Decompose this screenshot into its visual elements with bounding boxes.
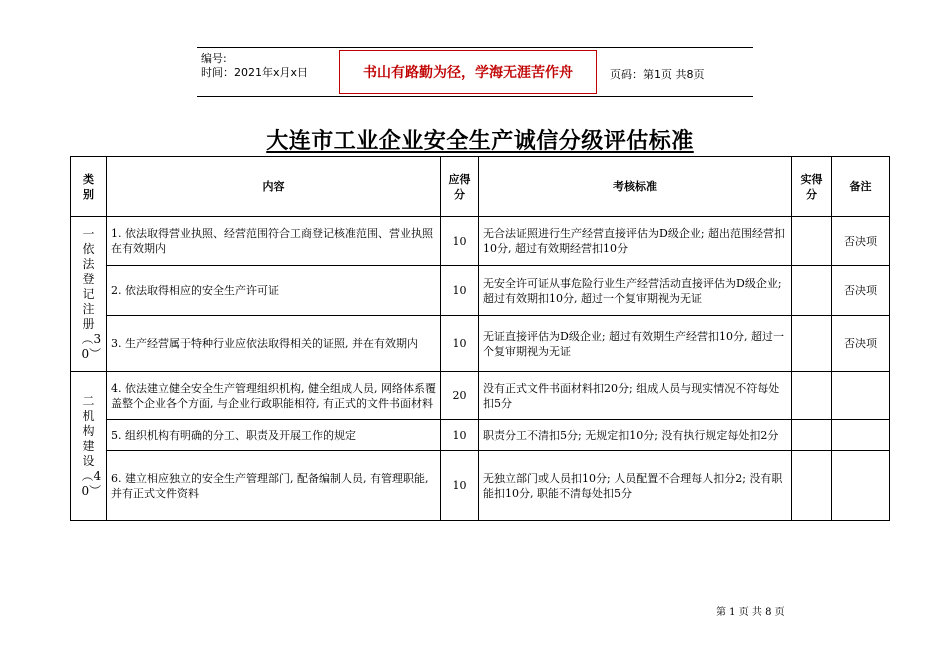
document-time-label: 时间：2021年x月x日 xyxy=(201,66,309,79)
page-number-label: 页码：第1页 共8页 xyxy=(610,68,705,81)
points-cell: 10 xyxy=(441,420,479,451)
content-cell: 5. 组织机构有明确的分工、职责及开展工作的规定 xyxy=(107,420,441,451)
header-bottom-rule xyxy=(197,96,753,97)
table-row xyxy=(71,316,890,372)
remark-cell xyxy=(832,420,890,451)
document-number-label: 编号: xyxy=(201,52,227,65)
evaluation-table xyxy=(70,156,890,521)
points-cell: 10 xyxy=(441,266,479,316)
actual-score-cell xyxy=(792,420,832,451)
content-cell: 3. 生产经营属于特种行业应依法取得相关的证照, 并在有效期内 xyxy=(107,316,441,372)
table-header-row xyxy=(71,157,890,217)
content-cell: 4. 依法建立健全安全生产管理组织机构, 健全组成人员, 网络体系覆盖整个企业各个方面, 与企业行政职能相符, 有正式的文件书面材料 xyxy=(107,372,441,420)
category-cell xyxy=(71,217,107,372)
category-label: 二机构建设︵40︶ xyxy=(81,393,102,498)
remark-cell: 否决项 xyxy=(832,266,890,316)
header-standard: 考核标准 xyxy=(479,157,792,217)
content-cell: 2. 依法取得相应的安全生产许可证 xyxy=(107,266,441,316)
points-cell: 10 xyxy=(441,217,479,266)
actual-score-cell xyxy=(792,372,832,420)
header-category: 类别 xyxy=(71,157,107,217)
standard-cell: 没有正式文件书面材料扣20分; 组成人员与现实情况不符每处扣5分 xyxy=(479,372,792,420)
standard-cell: 职责分工不清扣5分; 无规定扣10分; 没有执行规定每处扣2分 xyxy=(479,420,792,451)
points-cell: 10 xyxy=(441,316,479,372)
remark-cell xyxy=(832,372,890,420)
actual-score-cell xyxy=(792,451,832,521)
motto-banner xyxy=(339,50,597,94)
category-cell xyxy=(71,372,107,521)
standard-cell: 无独立部门或人员扣10分; 人员配置不合理每人扣分2; 没有职能扣10分, 职能不清每处扣5分 xyxy=(479,451,792,521)
actual-score-cell xyxy=(792,316,832,372)
page-footer: 第 1 页 共 8 页 xyxy=(716,607,785,618)
remark-cell: 否决项 xyxy=(832,316,890,372)
standard-cell: 无安全许可证从事危险行业生产经营活动直接评估为D级企业; 超过有效期扣10分, 超过一个复审期视为无证 xyxy=(479,266,792,316)
motto-text: 书山有路勤为径，学海无涯苦作舟 xyxy=(363,65,573,81)
table-row xyxy=(71,451,890,521)
table-row xyxy=(71,266,890,316)
table-row xyxy=(71,420,890,451)
remark-cell xyxy=(832,451,890,521)
header-content: 内容 xyxy=(107,157,441,217)
standard-cell: 无合法证照进行生产经营直接评估为D级企业; 超出范围经营扣10分, 超过有效期经营扣10分 xyxy=(479,217,792,266)
content-cell: 6. 建立相应独立的安全生产管理部门, 配备编制人员, 有管理职能, 并有正式文件资料 xyxy=(107,451,441,521)
points-cell: 10 xyxy=(441,451,479,521)
table-row xyxy=(71,372,890,420)
remark-cell: 否决项 xyxy=(832,217,890,266)
standard-cell: 无证直接评估为D级企业; 超过有效期生产经营扣10分, 超过一个复审期视为无证 xyxy=(479,316,792,372)
actual-score-cell xyxy=(792,217,832,266)
document-title: 大连市工业企业安全生产诚信分级评估标准 xyxy=(266,129,694,154)
header-actual: 实得分 xyxy=(792,157,832,217)
content-cell: 1. 依法取得营业执照、经营范围符合工商登记核准范围、营业执照在有效期内 xyxy=(107,217,441,266)
header-remark: 备注 xyxy=(832,157,890,217)
header-top-rule xyxy=(197,47,753,48)
points-cell: 20 xyxy=(441,372,479,420)
category-label: 一依法登记注册︵30︶ xyxy=(81,226,102,361)
actual-score-cell xyxy=(792,266,832,316)
header-points: 应得分 xyxy=(441,157,479,217)
table-row xyxy=(71,217,890,266)
